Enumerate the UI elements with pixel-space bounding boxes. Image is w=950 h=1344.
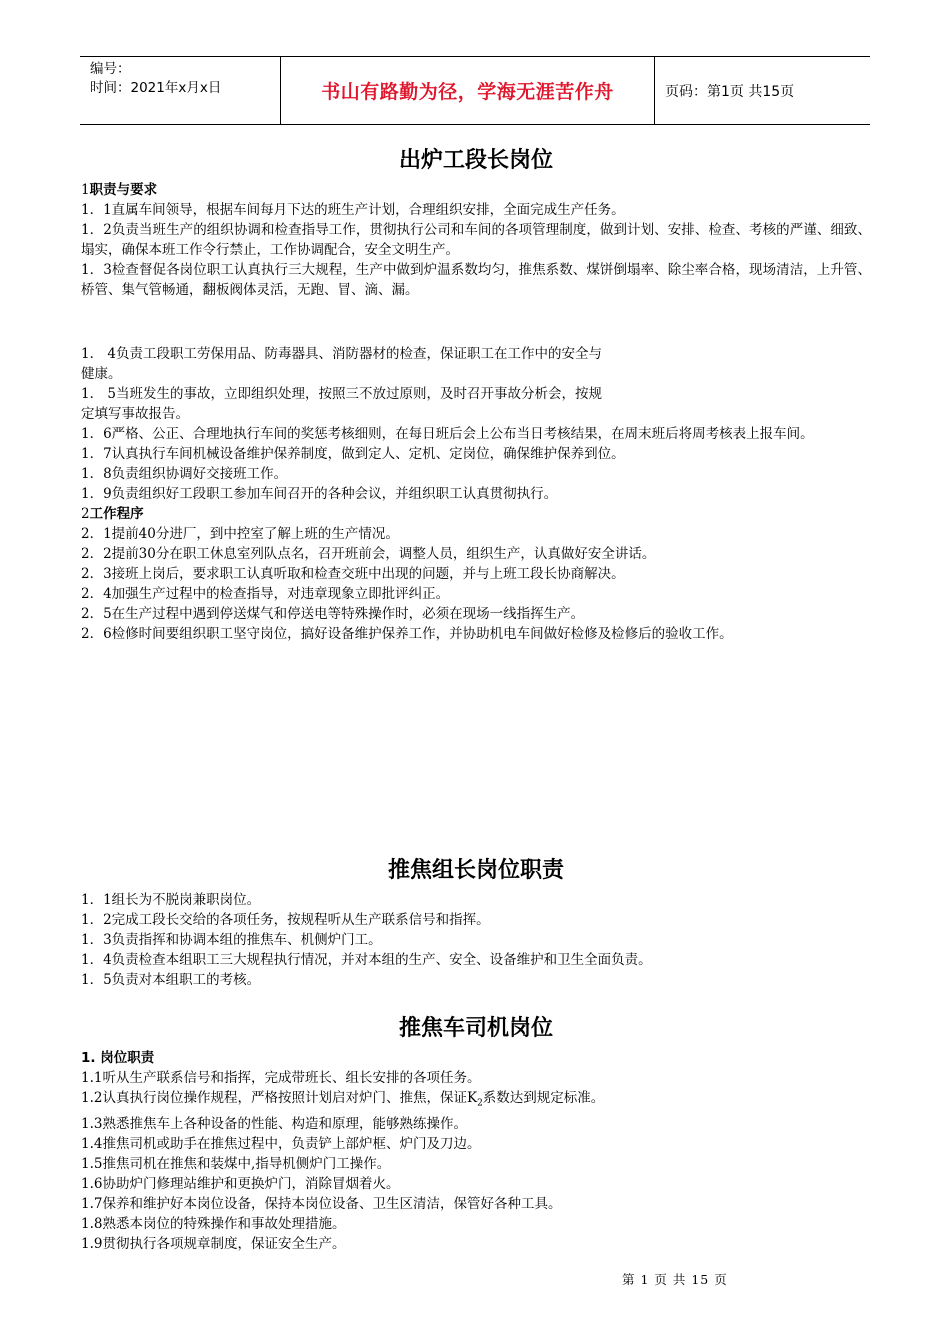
paragraph: 1．2负责当班生产的组织协调和检查指导工作，贯彻执行公司和车间的各项管理制度，做到计划、安排、检查、考核的严谨、细致、塌实，确保本班工作令行禁止，工作协调配合，安全文明生产。 [81, 222, 871, 258]
page-footer: 第 1 页 共 15 页 [622, 1272, 728, 1287]
header-table [80, 56, 870, 125]
paragraph: 1.5推焦司机在推焦和装煤中,指导机侧炉门工操作。 [81, 1155, 391, 1172]
header-meta-cell [80, 57, 281, 124]
paragraph: 1．8负责组织协调好交接班工作。 [81, 466, 288, 482]
paragraph: 1． 4负责工段职工劳保用品、防毒器具、消防器材的检查，保证职工在工作中的安全与 [81, 346, 602, 362]
section-title-3: 推焦车司机岗位 [398, 1016, 553, 1041]
paragraph: 1．4负责检查本组职工三大规程执行情况，并对本组的生产、安全、设备维护和卫生全面负责。 [81, 952, 652, 968]
paragraph: 定填写事故报告。 [81, 406, 189, 422]
section3-heading-duties: 1. 岗位职责 [81, 1050, 155, 1066]
paragraph: 1．3负责指挥和协调本组的推焦车、机侧炉门工。 [81, 932, 382, 948]
paragraph: 2．4加强生产过程中的检查指导，对违章现象立即批评纠正。 [81, 586, 450, 602]
document-body [81, 132, 871, 1254]
paragraph: 2．2提前30分在职工休息室列队点名，召开班前会，调整人员，组织生产，认真做好安全讲话。 [81, 546, 656, 562]
paragraph: 1.6协助炉门修理站维护和更换炉门，消除冒烟着火。 [81, 1175, 400, 1192]
paragraph: 1.3熟悉推焦车上各种设备的性能、构造和原理，能够熟练操作。 [81, 1115, 467, 1132]
paragraph [81, 1088, 871, 1114]
paragraph: 1．5负责对本组职工的考核。 [81, 972, 261, 988]
section-title-2: 推焦组长岗位职责 [387, 858, 564, 883]
header-motto: 书山有路勤为径，学海无涯苦作舟 [281, 57, 655, 124]
section-title-1: 出炉工段长岗位 [398, 148, 553, 173]
paragraph: 2．3接班上岗后，要求职工认真听取和检查交班中出现的问题，并与上班工段长协商解决。 [81, 566, 625, 582]
paragraph: 2．6检修时间要组织职工坚守岗位，搞好设备维护保养工作，并协助机电车间做好检修及检修后的验收工作。 [81, 626, 733, 642]
section1-heading-duties [81, 180, 871, 200]
paragraph: 1.8熟悉本岗位的特殊操作和事故处理措施。 [81, 1215, 346, 1232]
heading-text: 工作程序 [89, 506, 144, 522]
section1-heading-procedure [81, 504, 871, 524]
document-time-label: 时间：2021年x月x日 [90, 80, 222, 96]
paragraph: 1．1直属车间领导，根据车间每月下达的班生产计划，合理组织安排，全面完成生产任务。 [81, 202, 625, 218]
paragraph: 1.1听从生产联系信号和指挥，完成带班长、组长安排的各项任务。 [81, 1070, 481, 1086]
paragraph: 1．9负责组织好工段职工参加车间召开的各种会议，并组织职工认真贯彻执行。 [81, 486, 558, 502]
paragraph: 1．2完成工段长交给的各项任务，按规程听从生产联系信号和指挥。 [81, 912, 490, 928]
heading-number: 1 [81, 182, 90, 198]
paragraph: 1.7保养和维护好本岗位设备，保持本岗位设备、卫生区清洁，保管好各种工具。 [81, 1195, 562, 1212]
paragraph: 2．1提前40分进厂，到中控室了解上班的生产情况。 [81, 526, 399, 542]
heading-text: 职责与要求 [89, 182, 158, 198]
paragraph: 2．5在生产过程中遇到停送煤气和停送电等特殊操作时，必须在现场一线指挥生产。 [81, 606, 585, 622]
document-number-label: 编号： [90, 61, 131, 77]
paragraph: 1．7认真执行车间机械设备维护保养制度，做到定人、定机、定岗位，确保维护保养到位。 [81, 446, 625, 462]
header-page-code: 页码：第1页 共15页 [665, 83, 795, 100]
paragraph: 健康。 [81, 366, 122, 382]
subscript: 2 [477, 1098, 483, 1109]
paragraph: 1．3检查督促各岗位职工认真执行三大规程，生产中做到炉温系数均匀，推焦系数、煤饼倒塌率、除尘率合格，现场清洁，上升管、桥管、集气管畅通，翻板阀体灵活，无跑、冒、滴、漏。 [81, 262, 871, 298]
paragraph: 1． 5当班发生的事故，立即组织处理，按照三不放过原则，及时召开事故分析会，按规 [81, 386, 602, 402]
paragraph: 1．6严格、公正、合理地执行车间的奖惩考核细则，在每日班后会上公布当日考核结果，在周末班后将周考核表上报车间。 [81, 426, 814, 442]
paragraph: 1.9贯彻执行各项规章制度，保证安全生产。 [81, 1235, 346, 1252]
paragraph: 1.4推焦司机或助手在推焦过程中，负责铲上部炉框、炉门及刀边。 [81, 1135, 481, 1152]
paragraph-text: 系数达到规定标准。 [482, 1090, 605, 1106]
paragraph-text: 1.2认真执行岗位操作规程，严格按照计划启对炉门、推焦，保证K [81, 1090, 478, 1106]
heading-number: 2 [81, 506, 90, 522]
paragraph: 1．1组长为不脱岗兼职岗位。 [81, 892, 261, 908]
